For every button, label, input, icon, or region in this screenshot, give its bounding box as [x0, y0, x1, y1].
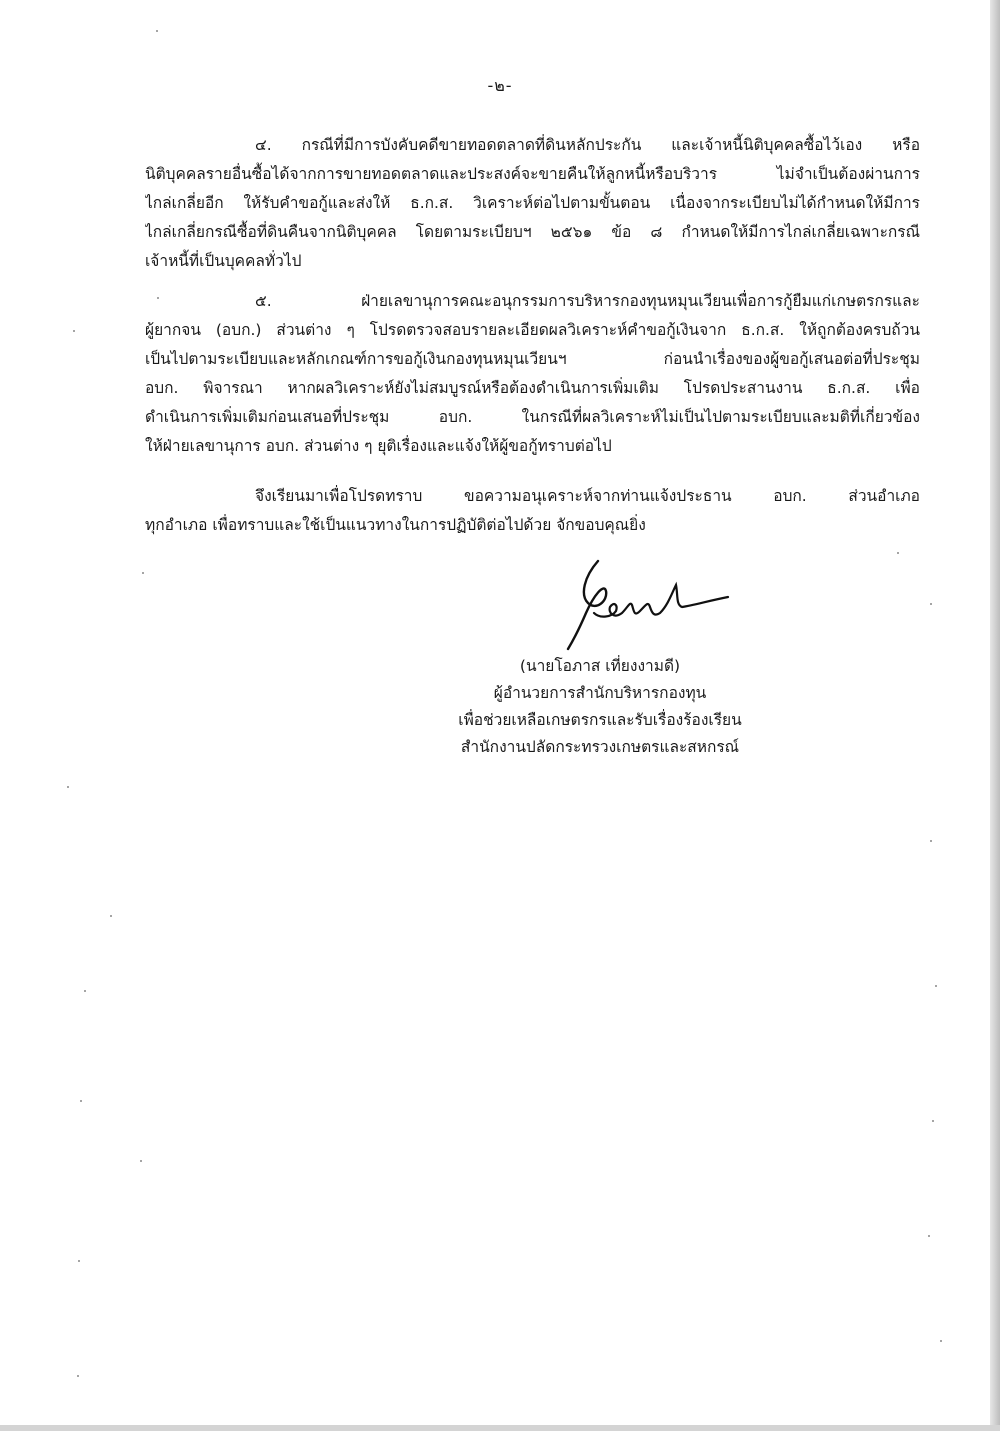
- signatory-office: สำนักงานปลัดกระทรวงเกษตรและสหกรณ์: [460, 738, 740, 756]
- paragraph-line: ๕. ฝ่ายเลขานุการคณะอนุกรรมการบริหารกองทุนหมุนเวียนเพื่อการกู้ยืมแก่เกษตรกรและ: [255, 292, 920, 310]
- signatory-position: เพื่อช่วยเหลือเกษตรกรและรับเรื่องร้องเรียน: [458, 711, 742, 729]
- paragraph-line: เจ้าหนี้ที่เป็นบุคคลทั่วไป: [145, 252, 302, 270]
- paragraph-line: อบก. พิจารณา หากผลวิเคราะห์ยังไม่สมบูรณ์หรือต้องดำเนินการเพิ่มเติม โปรดประสานงาน ธ.ก.ส. เพื่อ: [145, 379, 920, 397]
- handwritten-signature: [560, 555, 740, 655]
- paragraph-line: ไกล่เกลี่ยกรณีซื้อที่ดินคืนจากนิติบุคคล โดยตามระเบียบฯ ๒๕๖๑ ข้อ ๘ กำหนดให้มีการไกล่เกลี่ยเฉพาะกรณี: [145, 223, 920, 241]
- paragraph-line: ผู้ยากจน (อบก.) ส่วนต่าง ๆ โปรดตรวจสอบรายละเอียดผลวิเคราะห์คำขอกู้เงินจาก ธ.ก.ส. ให้ถูกต้องครบถ้วน: [145, 321, 920, 339]
- paragraph-line: ไกล่เกลี่ยอีก ให้รับคำขอกู้และส่งให้ ธ.ก.ส. วิเคราะห์ต่อไปตามขั้นตอน เนื่องจากระเบียบไม่ได้กำหนดให้มีการ: [145, 194, 920, 212]
- paragraph-line: นิติบุคคลรายอื่นซื้อได้จากการขายทอดตลาดและประสงค์จะขายคืนให้ลูกหนี้หรือบริวาร ไม่จำเป็นต้องผ่านการ: [145, 165, 920, 183]
- paragraph-line: ทุกอำเภอ เพื่อทราบและใช้เป็นแนวทางในการปฏิบัติต่อไปด้วย จักขอบคุณยิ่ง: [145, 516, 646, 534]
- paragraph-line: ดำเนินการเพิ่มเติมก่อนเสนอที่ประชุม อบก. ในกรณีที่ผลวิเคราะห์ไม่เป็นไปตามระเบียบและมติที่เกี่ยวข้อง: [145, 408, 920, 426]
- page-edge-bottom: [0, 1425, 1000, 1431]
- signatory-position: ผู้อำนวยการสำนักบริหารกองทุน: [493, 684, 707, 702]
- paragraph-line: จึงเรียนมาเพื่อโปรดทราบ ขอความอนุเคราะห์จากท่านแจ้งประธาน อบก. ส่วนอำเภอ: [255, 487, 920, 505]
- paragraph-line: ๔. กรณีที่มีการบังคับคดีขายทอดตลาดที่ดินหลักประกัน และเจ้าหนี้นิติบุคคลซื้อไว้เอง หรือ: [255, 136, 920, 154]
- signatory-name: (นายโอภาส เที่ยงงามดี): [519, 657, 681, 675]
- paragraph-line: ให้ฝ่ายเลขานุการ อบก. ส่วนต่าง ๆ ยุติเรื่องและแจ้งให้ผู้ขอกู้ทราบต่อไป: [145, 437, 612, 455]
- closing-paragraph: [145, 482, 920, 540]
- paragraph-4: [145, 131, 920, 276]
- paragraph-line: เป็นไปตามระเบียบและหลักเกณฑ์การขอกู้เงินกองทุนหมุนเวียนฯ ก่อนนำเรื่องของผู้ขอกู้เสนอต่อที่ประชุม: [145, 350, 920, 368]
- paragraph-5: [145, 287, 920, 461]
- page-number: -๒-: [487, 76, 513, 95]
- page-edge-right: [990, 0, 1000, 1431]
